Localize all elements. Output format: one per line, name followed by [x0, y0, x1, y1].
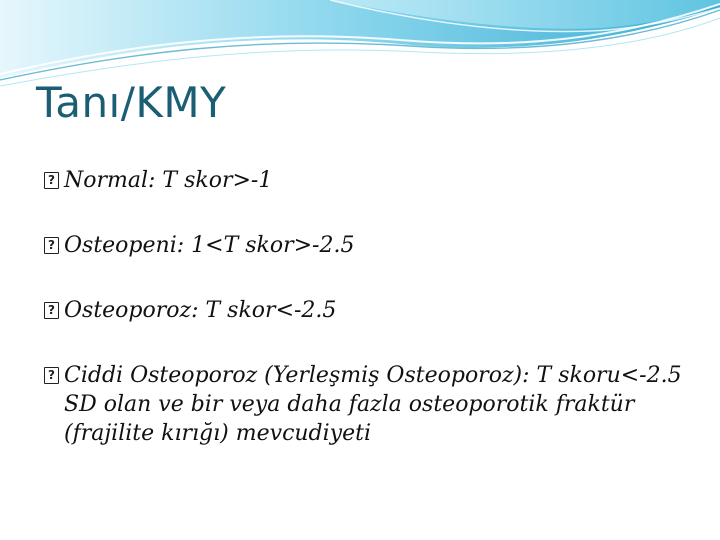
bullet-osteoporoz: [44, 296, 694, 325]
missing-glyph-bullet-icon: ?: [44, 172, 59, 189]
bullet-text: Normal: T skor>-1: [64, 168, 273, 193]
bullet-list: [44, 166, 694, 448]
bullet-text: Osteoporoz: T skor<-2.5: [64, 298, 337, 323]
missing-glyph-bullet-icon: ?: [44, 367, 59, 384]
bullet-ciddi-osteoporoz: [44, 361, 694, 448]
bullet-normal: [44, 166, 694, 195]
header-wave-decoration: [0, 0, 720, 90]
bullet-text: Osteopeni: 1<T skor>-2.5: [64, 233, 355, 258]
missing-glyph-bullet-icon: ?: [44, 237, 59, 254]
slide-title: Tanı/KMY: [36, 78, 227, 127]
missing-glyph-bullet-icon: ?: [44, 302, 59, 319]
bullet-text: Ciddi Osteoporoz (Yerleşmiş Osteoporoz): T skoru<-2.5 SD olan ve bir veya daha fazla osteoporotik fraktür (frajilite kırığı) mevcudiyeti: [64, 363, 682, 446]
bullet-osteopeni: [44, 231, 694, 260]
